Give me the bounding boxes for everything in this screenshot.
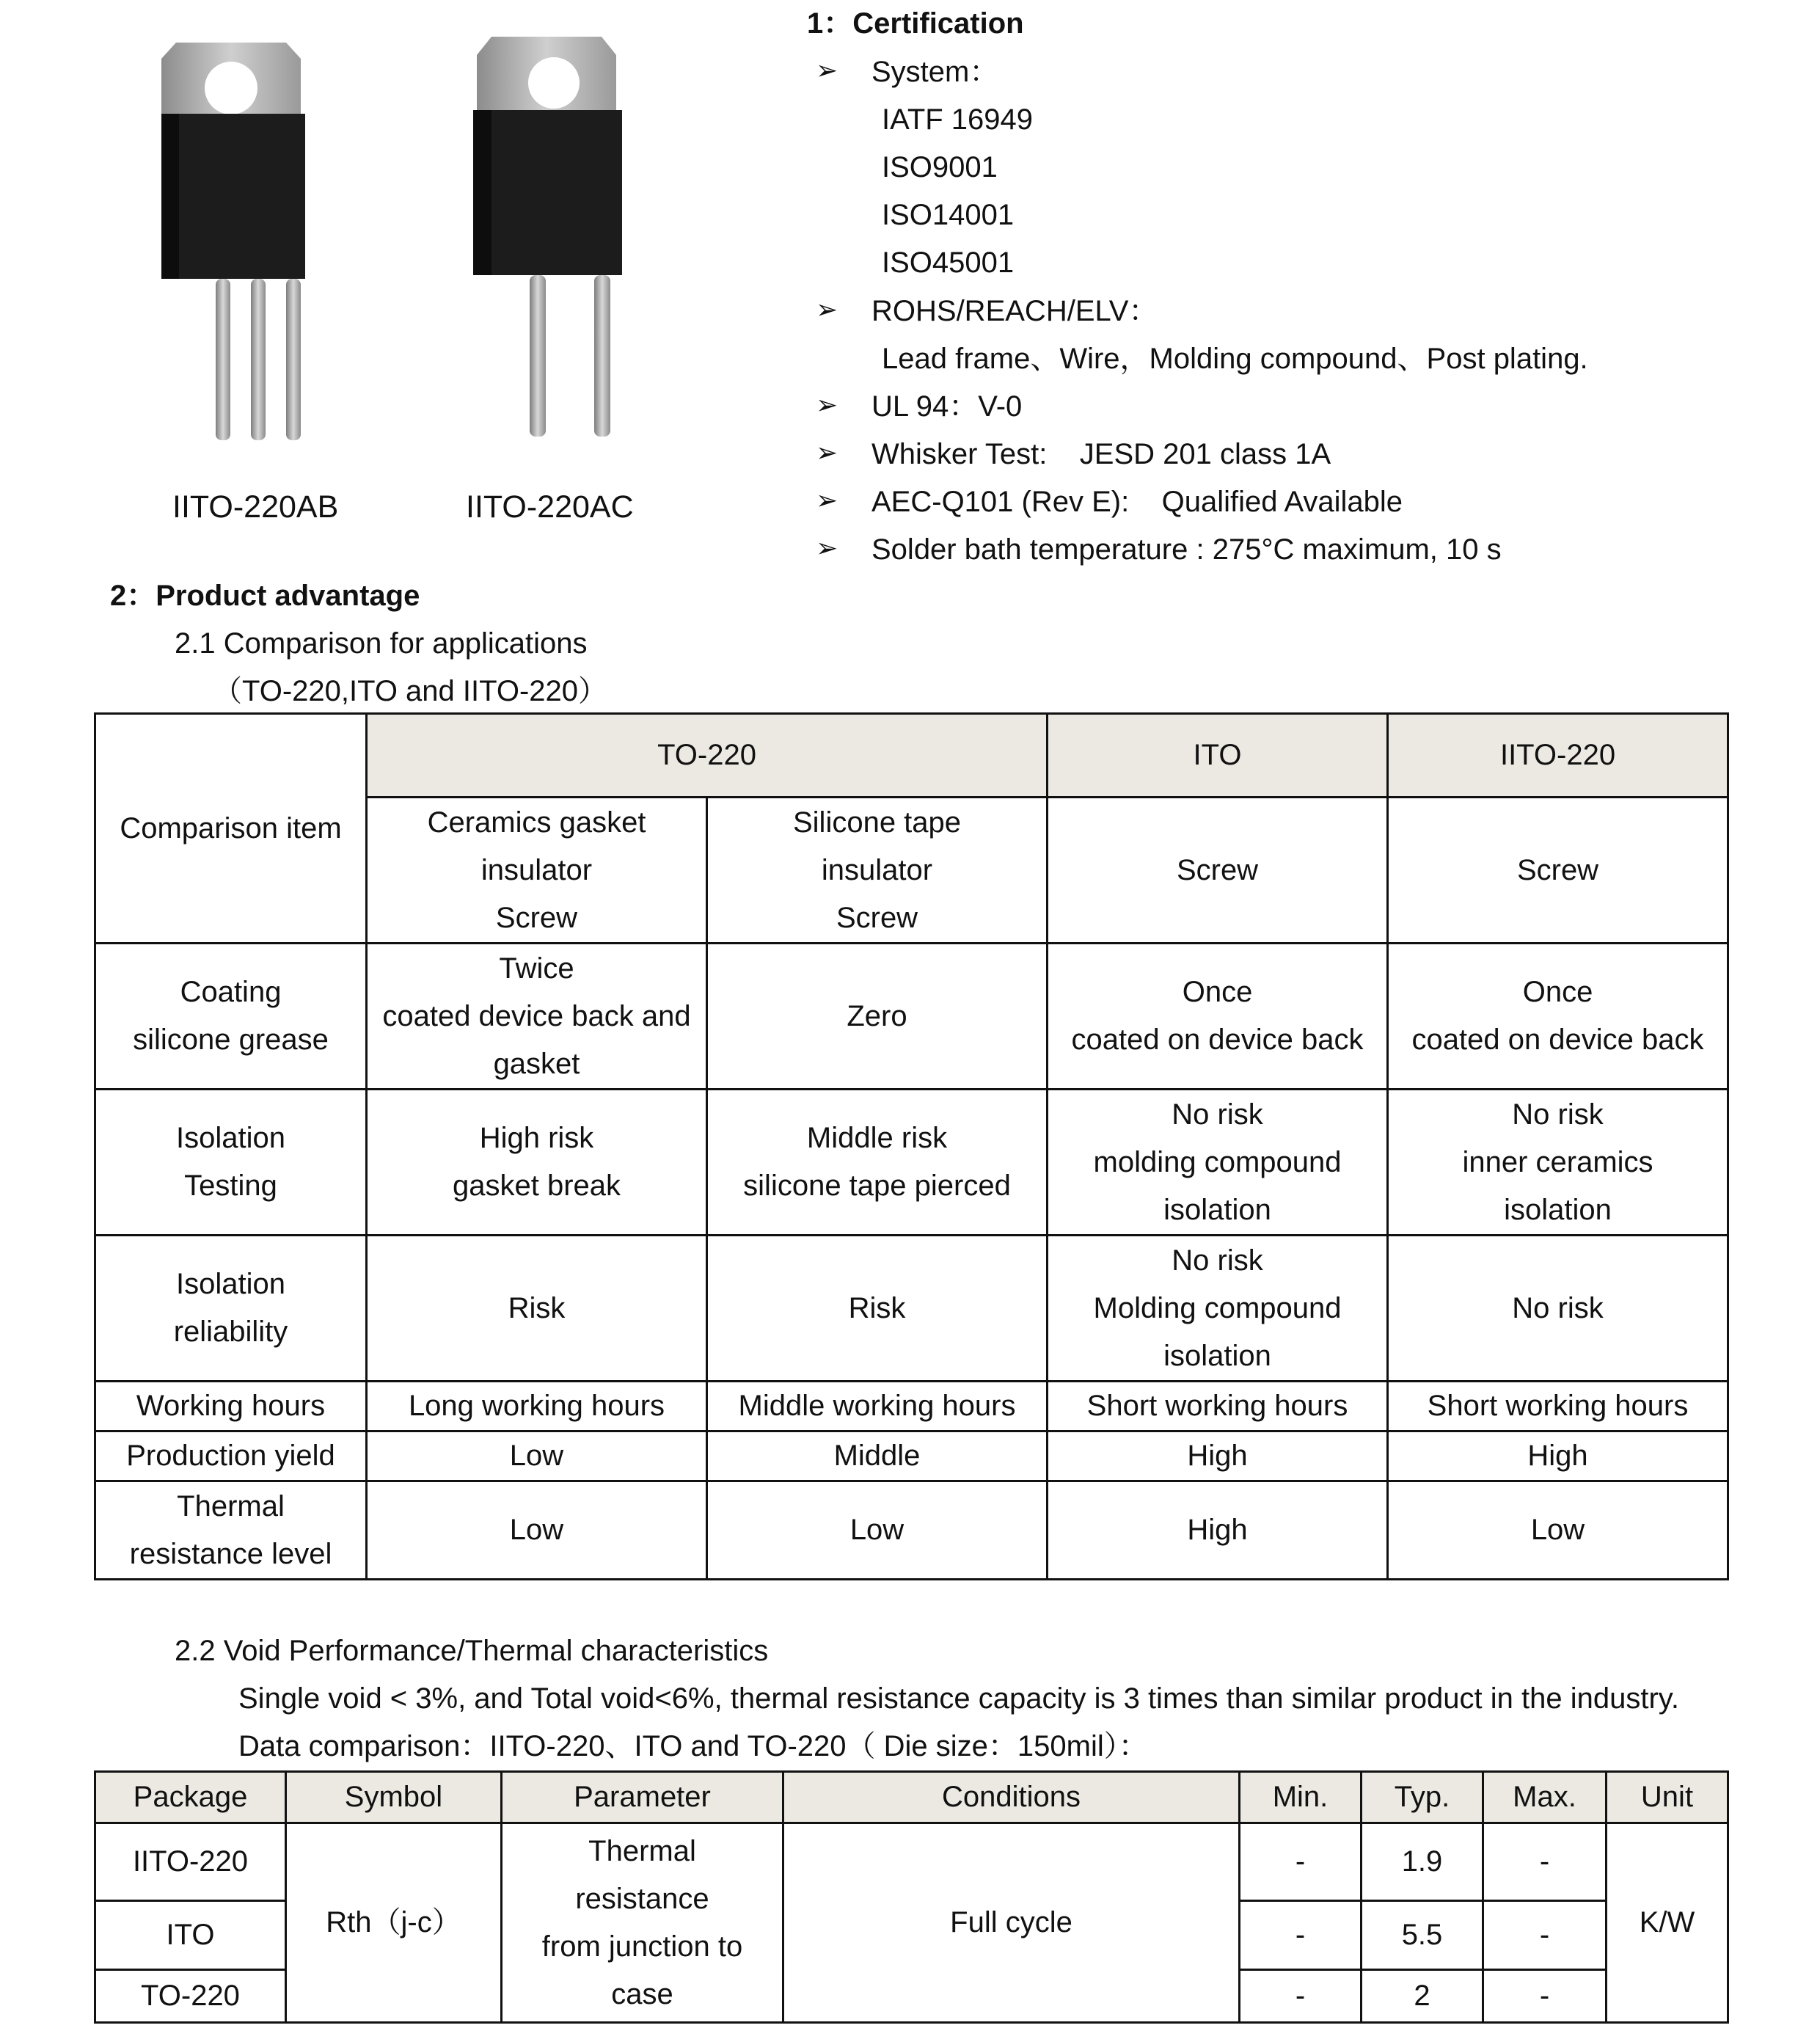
arrow-bullet-icon: ➢ — [816, 437, 838, 467]
max-cell: - — [1483, 1823, 1607, 1901]
cell-line: No risk — [1172, 1244, 1263, 1277]
cell-line: Middle working hours — [738, 1390, 1016, 1422]
cell-line: isolation — [1163, 1339, 1271, 1372]
cell-line: isolation — [1504, 1193, 1612, 1226]
row-label — [95, 944, 367, 1090]
solder-bath: Solder bath temperature : 275°C maximum, 10 s — [871, 533, 1502, 566]
column-header: Min. — [1240, 1772, 1362, 1823]
thermal-table — [94, 1770, 1729, 2024]
method-cell — [1388, 798, 1728, 944]
cell-line: Testing — [184, 1170, 277, 1202]
column-header: Parameter — [502, 1772, 783, 1823]
cell-line: Low — [1530, 1514, 1585, 1546]
table-cell — [1388, 1431, 1728, 1481]
table-cell — [1388, 944, 1728, 1090]
cell-line: insulator — [480, 853, 593, 886]
table-row — [95, 1823, 1728, 1901]
unit-cell: K/W — [1607, 1823, 1728, 2023]
product-image-iito-220ab — [147, 37, 337, 448]
cell-line: No risk — [1512, 1098, 1604, 1131]
row-label — [95, 1236, 367, 1382]
cell-line: from junction to — [541, 1930, 743, 1963]
table-row — [95, 1236, 1728, 1382]
cell-line: Risk — [508, 1291, 566, 1324]
cell-line: High — [1187, 1440, 1248, 1472]
cell-line: Silicone tape — [792, 806, 962, 839]
package-cell: TO-220 — [95, 1970, 286, 2023]
column-header: Unit — [1607, 1772, 1728, 1823]
cell-line: Isolation — [176, 1268, 285, 1300]
table-cell — [367, 1481, 707, 1580]
table-cell — [1048, 1481, 1388, 1580]
min-cell: - — [1240, 1970, 1362, 2023]
cell-line: molding compound — [1093, 1145, 1342, 1178]
product-label-iito-220ab: IITO-220AB — [172, 489, 339, 525]
cell-line: Once — [1182, 976, 1253, 1008]
group-header: TO-220 — [367, 714, 1048, 798]
method-cell — [367, 798, 707, 944]
method-cell — [707, 798, 1048, 944]
void-description: Single void < 3%, and Total void<6%, thermal resistance capacity is 3 times than similar product in the industry. — [238, 1682, 1679, 1715]
cell-line: inner ceramics — [1462, 1145, 1653, 1178]
parameter-cell — [502, 1823, 783, 2023]
cell-line: Long working hours — [408, 1390, 665, 1422]
system-item: ISO14001 — [882, 199, 1015, 231]
row-label — [95, 1382, 367, 1431]
table-cell — [1048, 1236, 1388, 1382]
table-row — [95, 944, 1728, 1090]
cell-line: gasket break — [452, 1170, 621, 1202]
column-header: Conditions — [783, 1772, 1240, 1823]
arrow-bullet-icon: ➢ — [816, 533, 838, 563]
table-row — [95, 1090, 1728, 1236]
cell-line: Short working hours — [1427, 1390, 1689, 1422]
aec-q101: AEC-Q101 (Rev E): Qualified Available — [871, 486, 1403, 518]
row-label — [95, 1090, 367, 1236]
cell-line: isolation — [1163, 1193, 1271, 1226]
cell-line: Isolation — [176, 1122, 285, 1154]
table-cell — [1388, 1382, 1728, 1431]
table-cell — [367, 1236, 707, 1382]
table-row — [95, 1481, 1728, 1580]
cell-line: Middle — [833, 1440, 921, 1472]
typ-cell: 1.9 — [1362, 1823, 1483, 1901]
cell-line: Thermal — [588, 1834, 696, 1867]
comparison-corner: Comparison item — [95, 714, 367, 944]
cell-line: Middle risk — [806, 1122, 948, 1154]
cell-line: Molding compound — [1093, 1291, 1342, 1324]
ul-rating: UL 94：V-0 — [871, 390, 1023, 423]
cell-line: Short working hours — [1086, 1390, 1348, 1422]
cell-line: Ceramics gasket — [427, 806, 646, 839]
table-cell — [1388, 1090, 1728, 1236]
table-cell — [1388, 1236, 1728, 1382]
table-cell — [367, 1431, 707, 1481]
product-image-iito-220ac — [462, 33, 653, 444]
arrow-bullet-icon: ➢ — [816, 485, 838, 515]
typ-cell: 5.5 — [1362, 1901, 1483, 1970]
cell-line: gasket — [493, 1047, 580, 1080]
cell-line: High — [1187, 1514, 1248, 1546]
void-heading: 2.2 Void Performance/Thermal characteristics — [175, 1635, 769, 1667]
package-cell: ITO — [95, 1901, 286, 1970]
table-row — [95, 1431, 1728, 1481]
comparison-subheading: 2.1 Comparison for applications — [175, 627, 588, 660]
cell-line: Once — [1522, 976, 1593, 1008]
cell-line: silicone grease — [133, 1024, 329, 1056]
product-label-iito-220ac: IITO-220AC — [466, 489, 634, 525]
cell-line: Coating — [180, 976, 282, 1008]
row-label — [95, 1481, 367, 1580]
cell-line: Screw — [1176, 853, 1259, 886]
group-header: IITO-220 — [1388, 714, 1728, 798]
min-cell: - — [1240, 1901, 1362, 1970]
cell-line: High risk — [479, 1122, 594, 1154]
cell-line: Thermal — [177, 1489, 285, 1522]
table-cell — [1048, 944, 1388, 1090]
cell-line: Screw — [495, 901, 578, 934]
comparison-table — [94, 712, 1729, 1580]
table-cell — [707, 944, 1048, 1090]
comparison-subheading-paren: （TO-220,ITO and IITO-220） — [213, 675, 608, 707]
cell-line: Low — [509, 1440, 564, 1472]
table-cell — [1048, 1431, 1388, 1481]
cell-line: Low — [849, 1514, 904, 1546]
system-item: IATF 16949 — [882, 103, 1034, 136]
table-cell — [1388, 1481, 1728, 1580]
table-cell — [707, 1090, 1048, 1236]
table-cell — [707, 1481, 1048, 1580]
cell-line: coated on device back — [1411, 1024, 1704, 1056]
cell-line: No risk — [1172, 1098, 1263, 1131]
table-row — [95, 1382, 1728, 1431]
conditions-cell: Full cycle — [783, 1823, 1240, 2023]
certification-heading: 1：Certification — [807, 7, 1024, 40]
row-label — [95, 1431, 367, 1481]
cell-line: reliability — [173, 1316, 288, 1348]
cell-line: case — [611, 1977, 673, 2010]
cell-line: silicone tape pierced — [743, 1170, 1011, 1202]
cell-line: insulator — [821, 853, 933, 886]
cell-line: Low — [509, 1514, 564, 1546]
system-label: System： — [871, 56, 999, 88]
cell-line: Twice — [499, 952, 574, 985]
cell-line: resistance — [575, 1882, 709, 1915]
column-header: Typ. — [1362, 1772, 1483, 1823]
cell-line: High — [1527, 1440, 1588, 1472]
group-header: ITO — [1048, 714, 1388, 798]
whisker-test: Whisker Test: JESD 201 class 1A — [871, 438, 1331, 470]
max-cell: - — [1483, 1970, 1607, 2023]
max-cell: - — [1483, 1901, 1607, 1970]
cell-line: Screw — [1516, 853, 1599, 886]
table-cell — [707, 1382, 1048, 1431]
table-cell — [1048, 1090, 1388, 1236]
table-cell — [707, 1431, 1048, 1481]
column-header: Package — [95, 1772, 286, 1823]
package-cell: IITO-220 — [95, 1823, 286, 1901]
method-cell — [1048, 798, 1388, 944]
arrow-bullet-icon: ➢ — [816, 55, 838, 85]
table-cell — [367, 944, 707, 1090]
table-cell — [707, 1236, 1048, 1382]
column-header: Max. — [1483, 1772, 1607, 1823]
advantage-heading: 2：Product advantage — [110, 580, 420, 612]
table-cell — [367, 1090, 707, 1236]
column-header: Symbol — [286, 1772, 502, 1823]
min-cell: - — [1240, 1823, 1362, 1901]
table-cell — [1048, 1382, 1388, 1431]
cell-line: resistance level — [129, 1537, 332, 1570]
typ-cell: 2 — [1362, 1970, 1483, 2023]
rohs-detail: Lead frame、Wire，Molding compound、Post plating. — [882, 343, 1588, 375]
rohs-label: ROHS/REACH/ELV： — [871, 295, 1158, 327]
arrow-bullet-icon: ➢ — [816, 390, 838, 420]
table-cell — [367, 1382, 707, 1431]
cell-line: coated on device back — [1071, 1024, 1364, 1056]
cell-line: Risk — [848, 1291, 906, 1324]
system-item: ISO9001 — [882, 151, 998, 183]
cell-line: No risk — [1512, 1291, 1604, 1324]
data-comparison-note: Data comparison：IITO-220、ITO and TO-220（ Die size：150mil）： — [238, 1730, 1148, 1762]
cell-line: Screw — [836, 901, 918, 934]
cell-line: Working hours — [136, 1390, 326, 1422]
cell-line: Zero — [847, 999, 907, 1032]
cell-line: coated device back and — [382, 999, 691, 1032]
symbol-cell: Rth（j-c） — [286, 1823, 502, 2023]
arrow-bullet-icon: ➢ — [816, 294, 838, 324]
cell-line: Production yield — [126, 1440, 335, 1472]
system-item: ISO45001 — [882, 247, 1015, 279]
